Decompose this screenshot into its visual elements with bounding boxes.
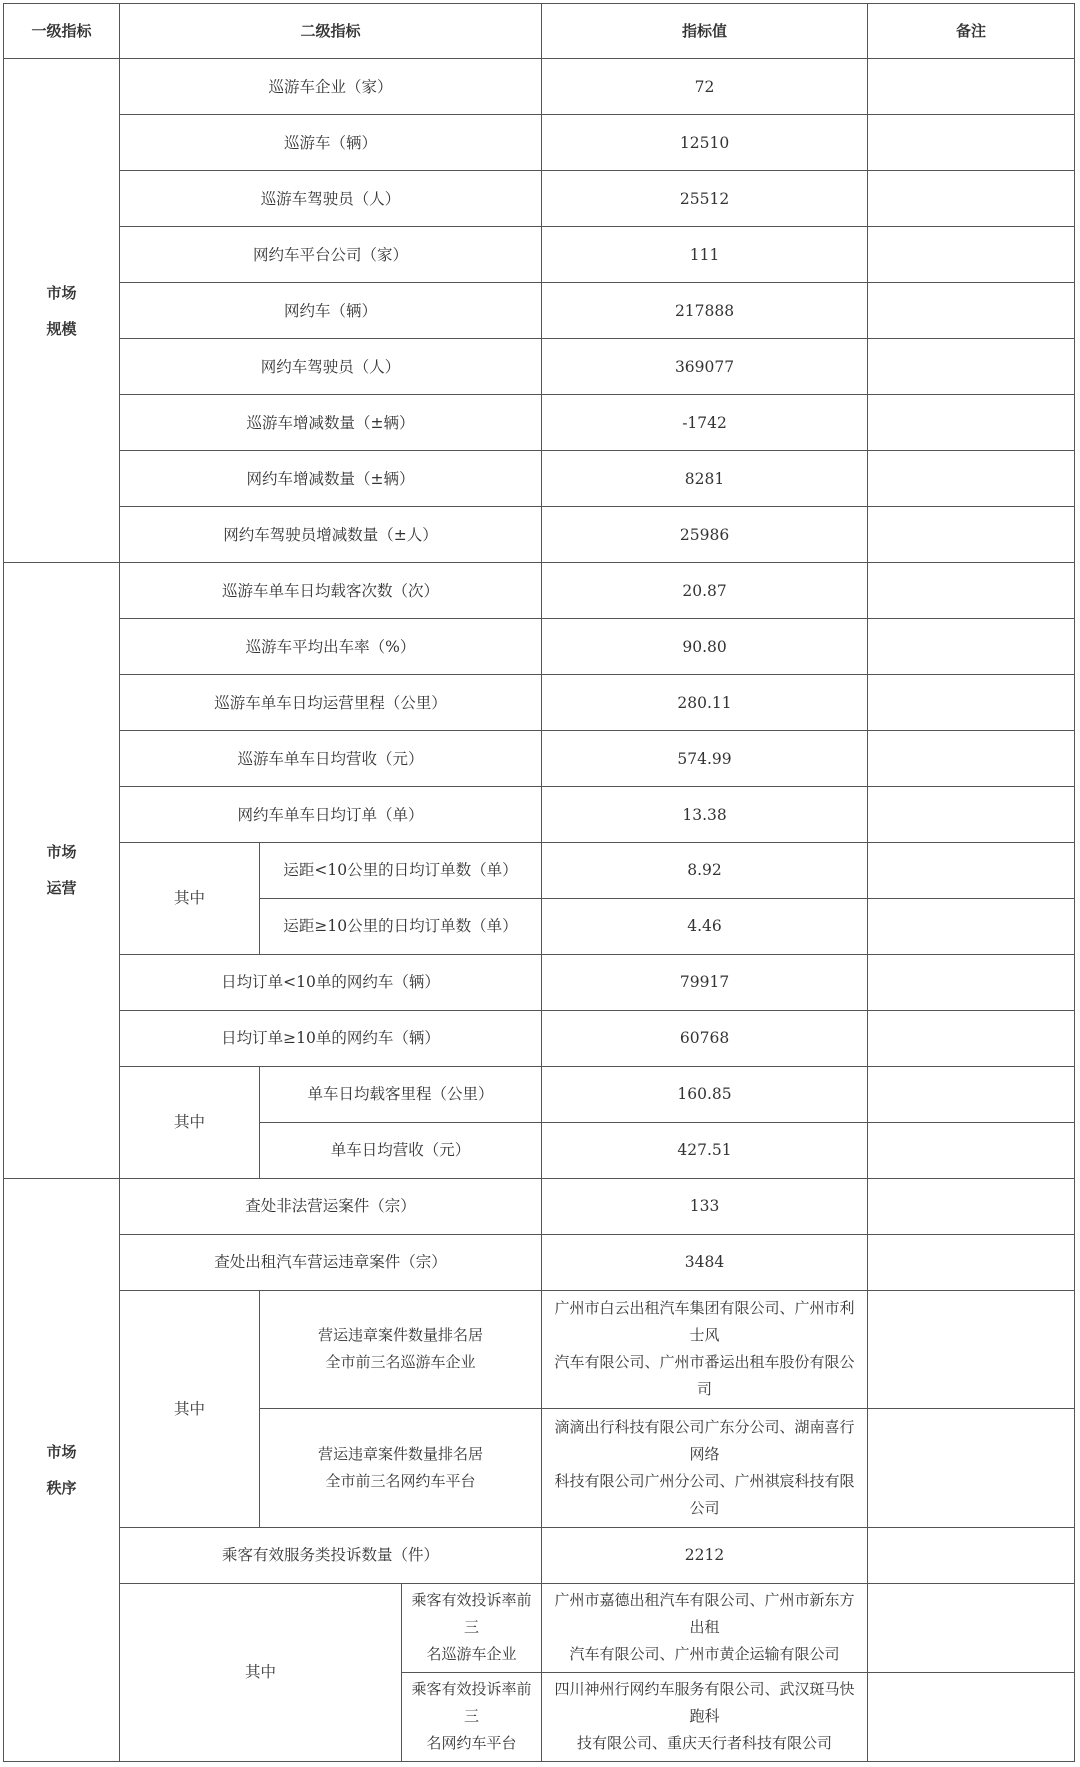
remark-cell: [868, 619, 1075, 675]
indicator-value: 4.46: [542, 898, 868, 954]
indicator-value: 2212: [542, 1527, 868, 1583]
remark-cell: [868, 227, 1075, 283]
indicator-label: 巡游车驾驶员（人）: [120, 171, 542, 227]
indicator-value: 90.80: [542, 619, 868, 675]
indicator-value: 217888: [542, 283, 868, 339]
remark-cell: [868, 1178, 1075, 1234]
indicator-label: 乘客有效服务类投诉数量（件）: [120, 1527, 542, 1583]
table-row: [4, 1583, 1075, 1672]
indicator-value: 13.38: [542, 787, 868, 843]
header-row: [4, 4, 1075, 59]
indicator-value: 滴滴出行科技有限公司广东分公司、湖南喜行网络 科技有限公司广州分公司、广州祺宸科技有限公司: [542, 1409, 868, 1527]
indicator-label: 营运违章案件数量排名居 全市前三名巡游车企业: [260, 1290, 542, 1408]
category-market-scale: 市场 规模: [4, 59, 120, 563]
header-level1: 一级指标: [4, 4, 120, 59]
table-row: [4, 115, 1075, 171]
indicator-value: 25512: [542, 171, 868, 227]
table-row: [4, 339, 1075, 395]
indicator-label: 单车日均营收（元）: [260, 1122, 542, 1178]
table-row: [4, 227, 1075, 283]
remark-cell: [868, 842, 1075, 898]
table-row: [4, 1178, 1075, 1234]
indicator-label: 巡游车增减数量（±辆）: [120, 395, 542, 451]
table-row: [4, 731, 1075, 787]
table-row: [4, 451, 1075, 507]
indicator-value: 160.85: [542, 1066, 868, 1122]
indicator-label: 日均订单<10单的网约车（辆）: [120, 954, 542, 1010]
header-value: 指标值: [542, 4, 868, 59]
remark-cell: [868, 731, 1075, 787]
remark-cell: [868, 1234, 1075, 1290]
taxi-statistics-table: [3, 3, 1075, 1762]
indicator-value: 广州市嘉德出租汽车有限公司、广州市新东方出租 汽车有限公司、广州市黄企运输有限公司: [542, 1583, 868, 1672]
table-row: [4, 1234, 1075, 1290]
indicator-label: 查处出租汽车营运违章案件（宗）: [120, 1234, 542, 1290]
indicator-value: 3484: [542, 1234, 868, 1290]
table-row: [4, 1527, 1075, 1583]
indicator-label: 日均订单≥10单的网约车（辆）: [120, 1010, 542, 1066]
remark-cell: [868, 59, 1075, 115]
remark-cell: [868, 563, 1075, 619]
table-row: [4, 563, 1075, 619]
indicator-label: 网约车（辆）: [120, 283, 542, 339]
indicator-label: 巡游车单车日均营收（元）: [120, 731, 542, 787]
indicator-label: 网约车驾驶员（人）: [120, 339, 542, 395]
header-remark: 备注: [868, 4, 1075, 59]
sub-group-label: 其中: [120, 1066, 260, 1178]
indicator-label: 营运违章案件数量排名居 全市前三名网约车平台: [260, 1409, 542, 1527]
remark-cell: [868, 898, 1075, 954]
sub-group-label: 其中: [120, 1583, 402, 1761]
indicator-value: 111: [542, 227, 868, 283]
indicator-value: -1742: [542, 395, 868, 451]
indicator-label: 网约车增减数量（±辆）: [120, 451, 542, 507]
remark-cell: [868, 1066, 1075, 1122]
remark-cell: [868, 954, 1075, 1010]
indicator-value: 20.87: [542, 563, 868, 619]
header-level2: 二级指标: [120, 4, 542, 59]
indicator-label: 运距≥10公里的日均订单数（单）: [260, 898, 542, 954]
table-row: [4, 619, 1075, 675]
remark-cell: [868, 339, 1075, 395]
table-row: [4, 507, 1075, 563]
indicator-value: 427.51: [542, 1122, 868, 1178]
table-row: [4, 1290, 1075, 1408]
remark-cell: [868, 1527, 1075, 1583]
remark-cell: [868, 787, 1075, 843]
indicator-label: 巡游车企业（家）: [120, 59, 542, 115]
remark-cell: [868, 1290, 1075, 1408]
remark-cell: [868, 675, 1075, 731]
remark-cell: [868, 1010, 1075, 1066]
table-row: [4, 842, 1075, 898]
indicator-value: 574.99: [542, 731, 868, 787]
indicator-value: 8281: [542, 451, 868, 507]
indicator-value: 60768: [542, 1010, 868, 1066]
table-row: [4, 283, 1075, 339]
indicator-label: 乘客有效投诉率前三 名巡游车企业: [402, 1583, 542, 1672]
remark-cell: [868, 1583, 1075, 1672]
indicator-value: 8.92: [542, 842, 868, 898]
indicator-label: 巡游车（辆）: [120, 115, 542, 171]
indicator-value: 280.11: [542, 675, 868, 731]
remark-cell: [868, 115, 1075, 171]
category-market-operation: 市场 运营: [4, 563, 120, 1179]
table-row: [4, 675, 1075, 731]
remark-cell: [868, 1672, 1075, 1761]
remark-cell: [868, 1409, 1075, 1527]
indicator-value: 369077: [542, 339, 868, 395]
indicator-label: 网约车驾驶员增减数量（±人）: [120, 507, 542, 563]
table-row: [4, 954, 1075, 1010]
indicator-value: 79917: [542, 954, 868, 1010]
table-row: [4, 787, 1075, 843]
indicator-label: 巡游车平均出车率（%）: [120, 619, 542, 675]
sub-group-label: 其中: [120, 1290, 260, 1527]
remark-cell: [868, 171, 1075, 227]
indicator-label: 运距<10公里的日均订单数（单）: [260, 842, 542, 898]
indicator-value: 四川神州行网约车服务有限公司、武汉斑马快跑科 技有限公司、重庆天行者科技有限公司: [542, 1672, 868, 1761]
indicator-label: 巡游车单车日均载客次数（次）: [120, 563, 542, 619]
indicator-label: 网约车单车日均订单（单）: [120, 787, 542, 843]
indicator-label: 单车日均载客里程（公里）: [260, 1066, 542, 1122]
indicator-value: 133: [542, 1178, 868, 1234]
remark-cell: [868, 395, 1075, 451]
sub-group-label: 其中: [120, 842, 260, 954]
indicator-value: 25986: [542, 507, 868, 563]
indicator-value: 72: [542, 59, 868, 115]
remark-cell: [868, 1122, 1075, 1178]
indicator-label: 查处非法营运案件（宗）: [120, 1178, 542, 1234]
table-row: [4, 1010, 1075, 1066]
indicator-label: 巡游车单车日均运营里程（公里）: [120, 675, 542, 731]
category-market-order: 市场 秩序: [4, 1178, 120, 1761]
table-row: [4, 59, 1075, 115]
indicator-label: 乘客有效投诉率前三 名网约车平台: [402, 1672, 542, 1761]
table-row: [4, 395, 1075, 451]
remark-cell: [868, 507, 1075, 563]
indicator-label: 网约车平台公司（家）: [120, 227, 542, 283]
table-row: [4, 171, 1075, 227]
indicator-value: 广州市白云出租汽车集团有限公司、广州市利士风 汽车有限公司、广州市番运出租车股份有限公司: [542, 1290, 868, 1408]
remark-cell: [868, 283, 1075, 339]
indicator-value: 12510: [542, 115, 868, 171]
table-row: [4, 1066, 1075, 1122]
remark-cell: [868, 451, 1075, 507]
